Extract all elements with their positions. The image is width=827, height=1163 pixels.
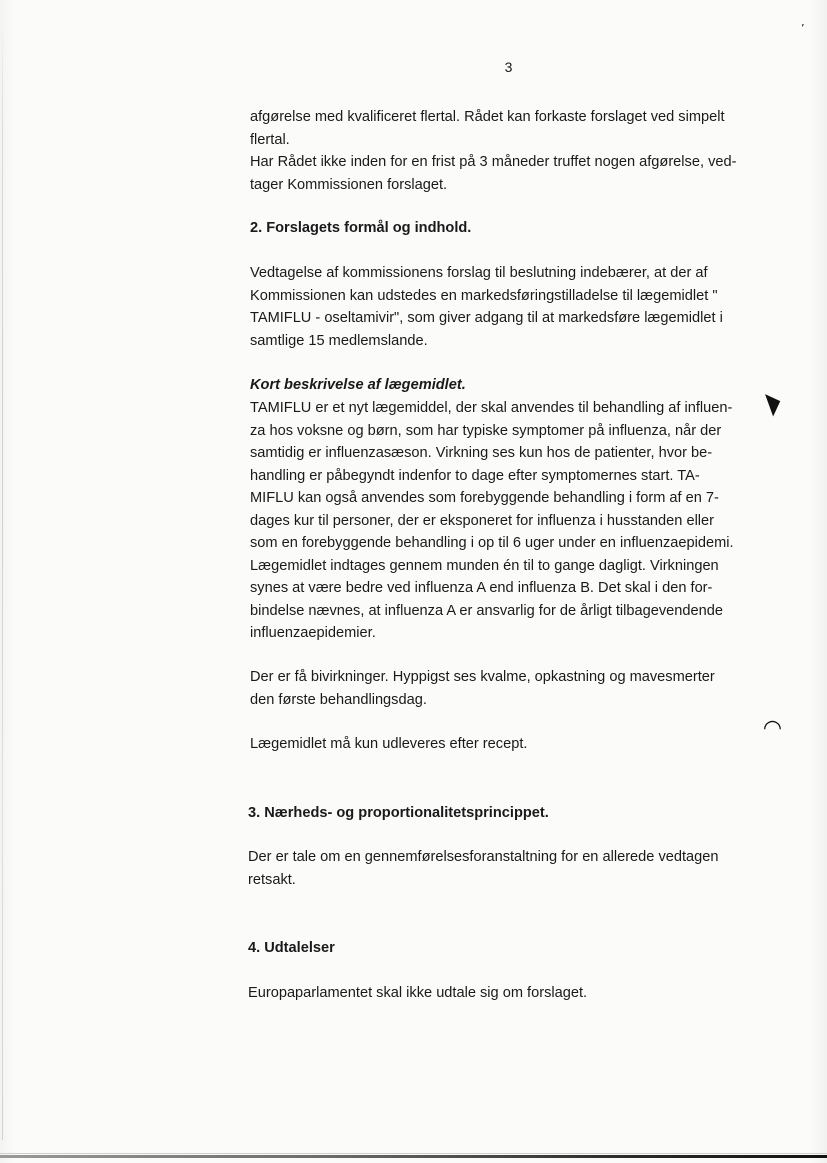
text-line: TAMIFLU er et nyt lægemiddel, der skal anvendes til behandling af influen-: [250, 400, 733, 416]
description-paragraph: [250, 397, 780, 645]
prescription-paragraph: Lægemidlet må kun udleveres efter recept.: [250, 736, 528, 752]
text-line: tager Kommissionen forslaget.: [250, 176, 448, 193]
text-line: handling er påbegyndt indenfor to dage efter symptomernes start. TA-: [250, 467, 700, 484]
description-subheading: Kort beskrivelse af lægemidlet.: [250, 377, 466, 393]
section-2-heading: 2. Forslagets formål og indhold.: [250, 220, 472, 236]
section-3-paragraph: [248, 846, 773, 891]
punch-hole-mark-bottom: ◠: [764, 716, 781, 741]
text-line: afgørelse med kvalificeret flertal. Rådet kan forkaste forslaget ved simpelt: [250, 109, 725, 125]
text-line: za hos voksne og børn, som har typiske symptomer på influenza, når der: [250, 422, 722, 439]
text-line: dages kur til personer, der er eksponeret for influenza i husstanden eller: [250, 512, 715, 529]
scan-bottom-edge: [0, 1155, 827, 1158]
text-line: samtidig er influenzasæson. Virkning ses kun hos de patienter, hvor be-: [250, 445, 713, 461]
text-line: Lægemidlet indtages gennem munden én til to gange dagligt. Virkningen: [250, 557, 719, 574]
section-2-paragraph: [250, 262, 775, 352]
page-number: 3: [504, 59, 513, 75]
punch-hole-mark-top: ◥: [756, 389, 783, 420]
text-line: Der er tale om en gennemførelsesforanstaltning for en allerede vedtagen: [248, 849, 719, 865]
text-line: synes at være bedre ved influenza A end influenza B. Det skal i den for-: [250, 580, 713, 596]
section-4-heading: 4. Udtalelser: [248, 940, 335, 956]
section-3-heading: 3. Nærheds- og proportionalitetsprincippet.: [248, 805, 549, 821]
text-line: flertal.: [250, 131, 290, 148]
text-line: Kommissionen kan udstedes en markedsføringstilladelse til lægemidlet ": [250, 287, 718, 304]
text-line: som en forebyggende behandling i op til 6 uger under en influenzaepidemi.: [250, 535, 734, 551]
scan-left-edge: [2, 20, 3, 1140]
text-line: Har Rådet ikke inden for en frist på 3 måneder truffet nogen afgørelse, ved-: [250, 154, 737, 170]
text-line: MIFLU kan også anvendes som forebyggende behandling i form af en 7-: [250, 490, 719, 506]
text-line: Vedtagelse af kommissionens forslag til beslutning indebærer, at der af: [250, 265, 708, 281]
text-line: TAMIFLU - oseltamivir", som giver adgang til at markedsføre lægemidlet i: [250, 310, 723, 326]
scan-bottom-line: [0, 1153, 827, 1154]
text-line: retsakt.: [248, 871, 296, 888]
text-line: den første behandlingsdag.: [250, 691, 427, 708]
scan-speck-mark: ʼ: [801, 22, 805, 35]
side-effects-paragraph: [250, 666, 775, 711]
intro-paragraph: [250, 106, 775, 196]
text-line: samtlige 15 medlemslande.: [250, 332, 428, 349]
section-4-paragraph: Europaparlamentet skal ikke udtale sig om forslaget.: [248, 985, 588, 1001]
text-line: Der er få bivirkninger. Hyppigst ses kvalme, opkastning og mavesmerter: [250, 669, 715, 685]
text-line: bindelse nævnes, at influenza A er ansvarlig for de årligt tilbagevendende: [250, 602, 723, 619]
text-line: influenzaepidemier.: [250, 625, 376, 641]
